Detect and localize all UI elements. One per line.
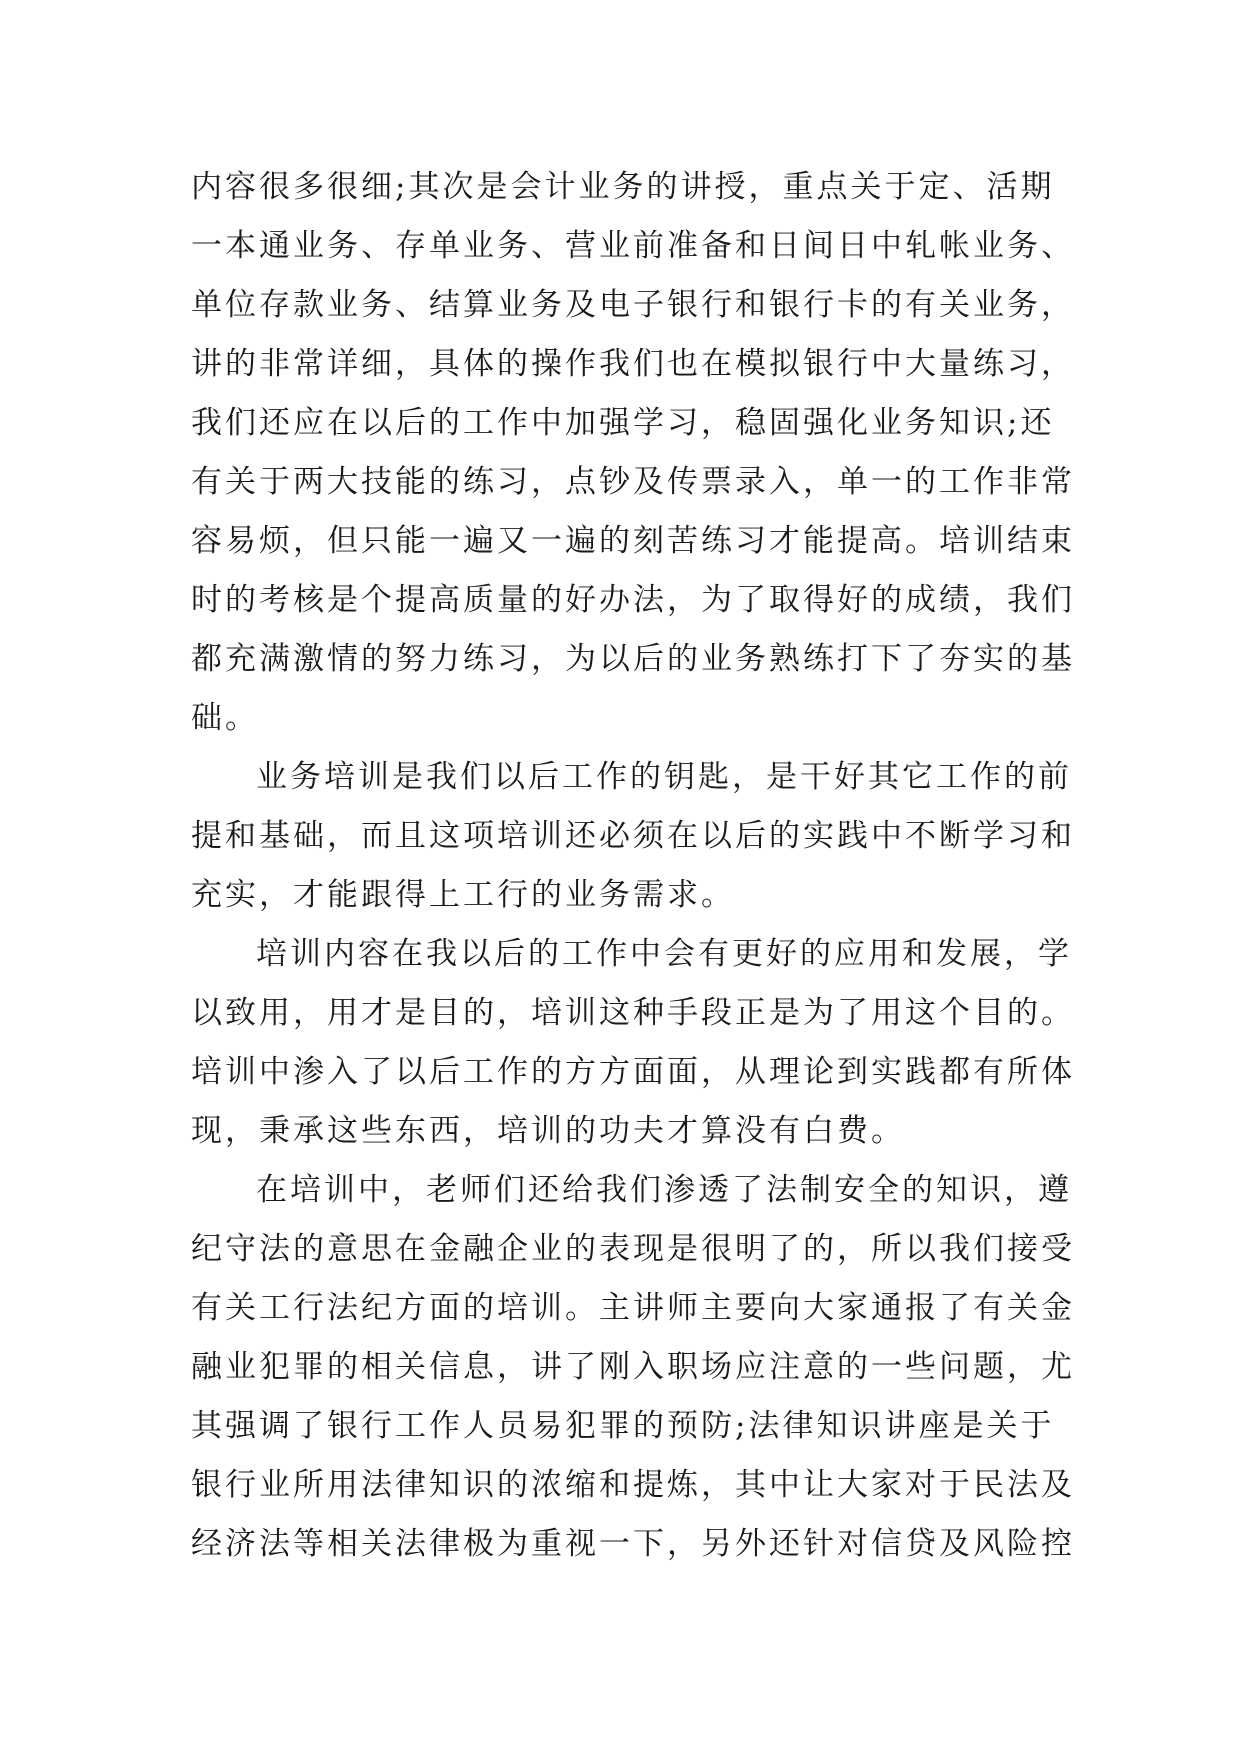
text-line: 有关工行法纪方面的培训。主讲师主要向大家通报了有关金 [191,1290,1075,1326]
text-line: 单位存款业务、结算业务及电子银行和银行卡的有关业务， [191,287,1075,323]
text-line: 以致用，用才是目的，培训这种手段正是为了用这个目的。 [191,995,1075,1031]
text-line: 其强调了银行工作人员易犯罪的预防;法律知识讲座是关于 [191,1408,1055,1444]
text-line: 业务培训是我们以后工作的钥匙，是干好其它工作的前 [256,759,1072,795]
text-line: 容易烦，但只能一遍又一遍的刻苦练习才能提高。培训结束 [191,523,1075,559]
text-line: 讲的非常详细，具体的操作我们也在模拟银行中大量练习， [191,346,1075,382]
text-line: 融业犯罪的相关信息，讲了刚入职场应注意的一些问题，尤 [191,1349,1075,1385]
text-line: 在培训中，老师们还给我们渗透了法制安全的知识，遵 [256,1172,1072,1208]
text-line: 时的考核是个提高质量的好办法，为了取得好的成绩，我们 [191,582,1075,618]
text-line: 充实，才能跟得上工行的业务需求。 [191,877,735,913]
text-line: 培训内容在我以后的工作中会有更好的应用和发展，学 [256,936,1072,972]
text-line: 提和基础，而且这项培训还必须在以后的实践中不断学习和 [191,818,1075,854]
text-line: 内容很多很细;其次是会计业务的讲授，重点关于定、活期 [191,169,1055,205]
paragraph-4 [191,1161,1075,1574]
text-line: 纪守法的意思在金融企业的表现是很明了的，所以我们接受 [191,1231,1075,1267]
paragraph-2 [191,748,1075,925]
paragraph-3 [191,925,1075,1161]
text-line: 都充满激情的努力练习，为以后的业务熟练打下了夯实的基 [191,641,1075,677]
text-line: 现，秉承这些东西，培训的功夫才算没有白费。 [191,1113,905,1149]
text-line: 一本通业务、存单业务、营业前准备和日间日中轧帐业务、 [191,228,1075,264]
document-body [191,158,1075,1574]
text-line: 有关于两大技能的练习，点钞及传票录入，单一的工作非常 [191,464,1075,500]
paragraph-1 [191,158,1075,748]
text-line: 我们还应在以后的工作中加强学习，稳固强化业务知识;还 [191,405,1055,441]
text-line: 培训中渗入了以后工作的方方面面，从理论到实践都有所体 [191,1054,1075,1090]
text-line: 经济法等相关法律极为重视一下，另外还针对信贷及风险控 [191,1526,1075,1562]
text-line: 础。 [191,700,259,736]
text-line: 银行业所用法律知识的浓缩和提炼，其中让大家对于民法及 [191,1467,1075,1503]
